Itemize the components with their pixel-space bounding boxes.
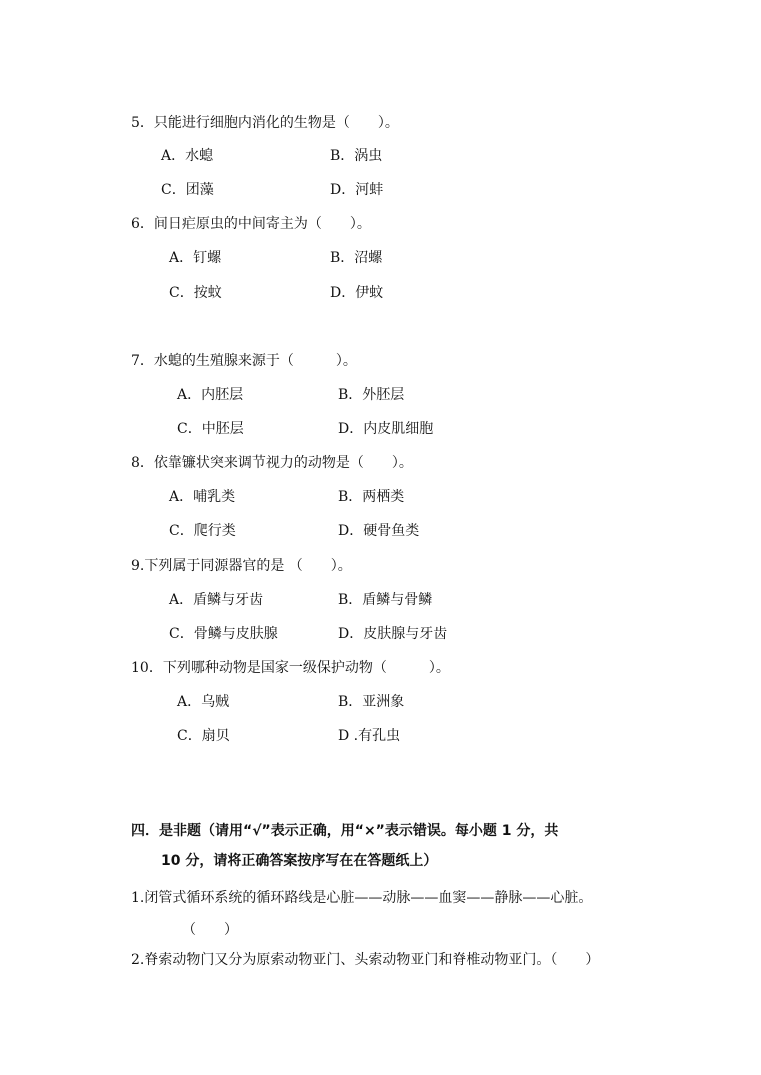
option-c: C．按蚊 [169,285,222,301]
option-b: B．盾鳞与骨鳞 [338,592,433,608]
question-stem: 5．只能进行细胞内消化的生物是（ ）。 [131,115,399,131]
option-a: A．盾鳞与牙齿 [169,592,264,608]
option-d: D．伊蚊 [330,285,384,301]
option-a: A．钉螺 [169,250,222,266]
option-b: B．沼螺 [330,250,383,266]
tf-question: 2.脊索动物门又分为原索动物亚门、头索动物亚门和脊椎动物亚门。（ ） [131,952,600,968]
option-d: D．内皮肌细胞 [338,421,434,437]
option-d: D．皮肤腺与牙齿 [338,626,448,642]
option-d: D．河蚌 [330,182,384,198]
option-b: B．外胚层 [338,387,405,403]
section-heading: 四．是非题（请用“√”表示正确，用“×”表示错误。每小题 1 分，共 [131,823,559,839]
option-b: B．亚洲象 [338,694,405,710]
option-c: C．骨鳞与皮肤腺 [169,626,278,642]
question-stem: 7．水螅的生殖腺来源于（ ）。 [131,353,357,369]
option-c: C．团藻 [161,182,214,198]
option-b: B．涡虫 [330,148,383,164]
option-c: C．中胚层 [177,421,244,437]
answer-paren: （ ） [182,922,238,938]
option-c: C．扇贝 [177,728,230,744]
option-d: D．硬骨鱼类 [338,523,420,539]
tf-question: 1.闭管式循环系统的循环路线是心脏——动脉——血窦——静脉——心脏。 [131,890,593,906]
section-heading-cont: 10 分，请将正确答案按序写在在答题纸上） [161,853,438,869]
question-stem: 9.下列属于同源器官的是 （ ）。 [131,558,352,574]
option-d: D .有孔虫 [338,728,401,744]
question-stem: 6．间日疟原虫的中间寄主为（ ）。 [131,216,371,232]
option-c: C．爬行类 [169,523,236,539]
question-stem: 8．依靠镰状突来调节视力的动物是（ ）。 [131,455,413,471]
option-a: A．内胚层 [177,387,244,403]
question-stem: 10．下列哪种动物是国家一级保护动物（ ）。 [131,660,450,676]
option-a: A．哺乳类 [169,489,236,505]
option-a: A．水螅 [161,148,214,164]
option-a: A．乌贼 [177,694,230,710]
option-b: B．两栖类 [338,489,405,505]
